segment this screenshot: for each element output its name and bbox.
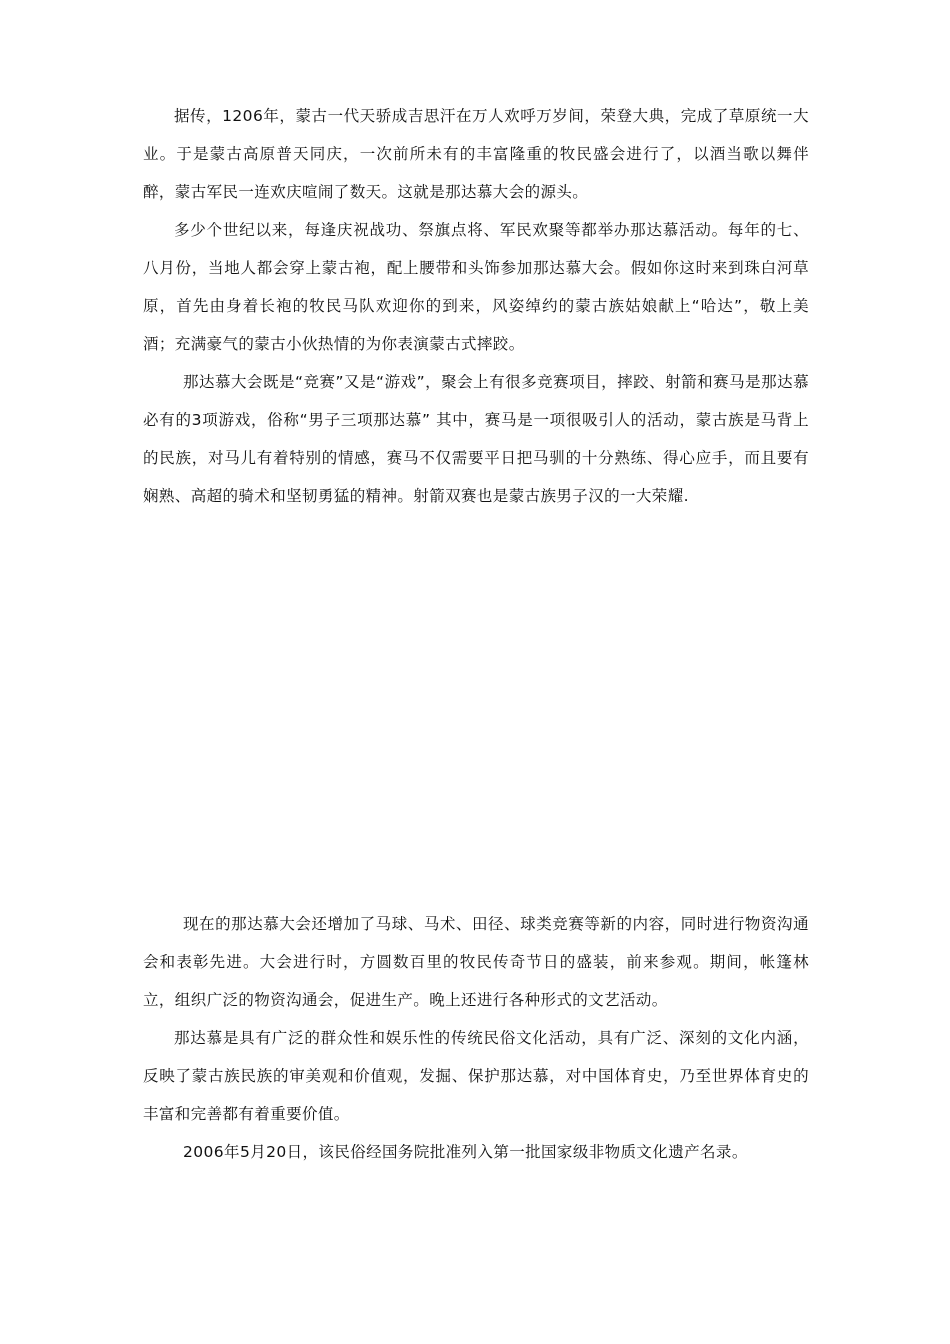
paragraph-origin: 据传，1206年，蒙古一代天骄成吉思汗在万人欢呼万岁间，荣登大典，完成了草原统一大业。于是蒙古高原普天同庆，一次前所未有的丰富隆重的牧民盛会进行了，以酒当歌以舞伴醉，蒙古军民一连欢庆喧闹了数天。这就是那达慕大会的源头。	[143, 107, 809, 201]
paragraph-history: 多少个世纪以来，每逢庆祝战功、祭旗点将、军民欢聚等都举办那达慕活动。每年的七、八月份，当地人都会穿上蒙古袍，配上腰带和头饰参加那达慕大会。假如你这时来到珠白河草原，首先由身着长袍的牧民马队欢迎你的到来，风姿绰约的蒙古族姑娘献上“哈达”，敬上美酒；充满豪气的蒙古小伙热情的为你表演蒙古式摔跤。	[143, 221, 809, 353]
paragraph-significance: 那达慕是具有广泛的群众性和娱乐性的传统民俗文化活动，具有广泛、深刻的文化内涵，反映了蒙古族民族的审美观和价值观，发掘、保护那达慕，对中国体育史，乃至世界体育史的丰富和完善都有着重要价值。	[143, 1029, 809, 1123]
paragraph-competitions: 那达慕大会既是“竞赛”又是“游戏”，聚会上有很多竞赛项目，摔跤、射箭和赛马是那达慕必有的3项游戏，俗称“男子三项那达慕” 其中，赛马是一项很吸引人的活动，蒙古族是马背上的民族，对马儿有着特别的情感，赛马不仅需要平日把马驯的十分熟练、得心应手，而且要有娴熟、高超的骑术和坚韧勇猛的精神。射箭双赛也是蒙古族男子汉的一大荣耀.	[143, 373, 809, 505]
top-text-block	[143, 97, 809, 515]
paragraph-heritage: 2006年5月20日，该民俗经国务院批准列入第一批国家级非物质文化遗产名录。	[183, 1143, 748, 1161]
paragraph-modern: 现在的那达慕大会还增加了马球、马术、田径、球类竞赛等新的内容，同时进行物资沟通会和表彰先进。大会进行时，方圆数百里的牧民传奇节日的盛装，前来参观。期间，帐篷林立，组织广泛的物资沟通会，促进生产。晚上还进行各种形式的文艺活动。	[143, 915, 809, 1009]
bottom-text-block	[143, 905, 809, 1171]
